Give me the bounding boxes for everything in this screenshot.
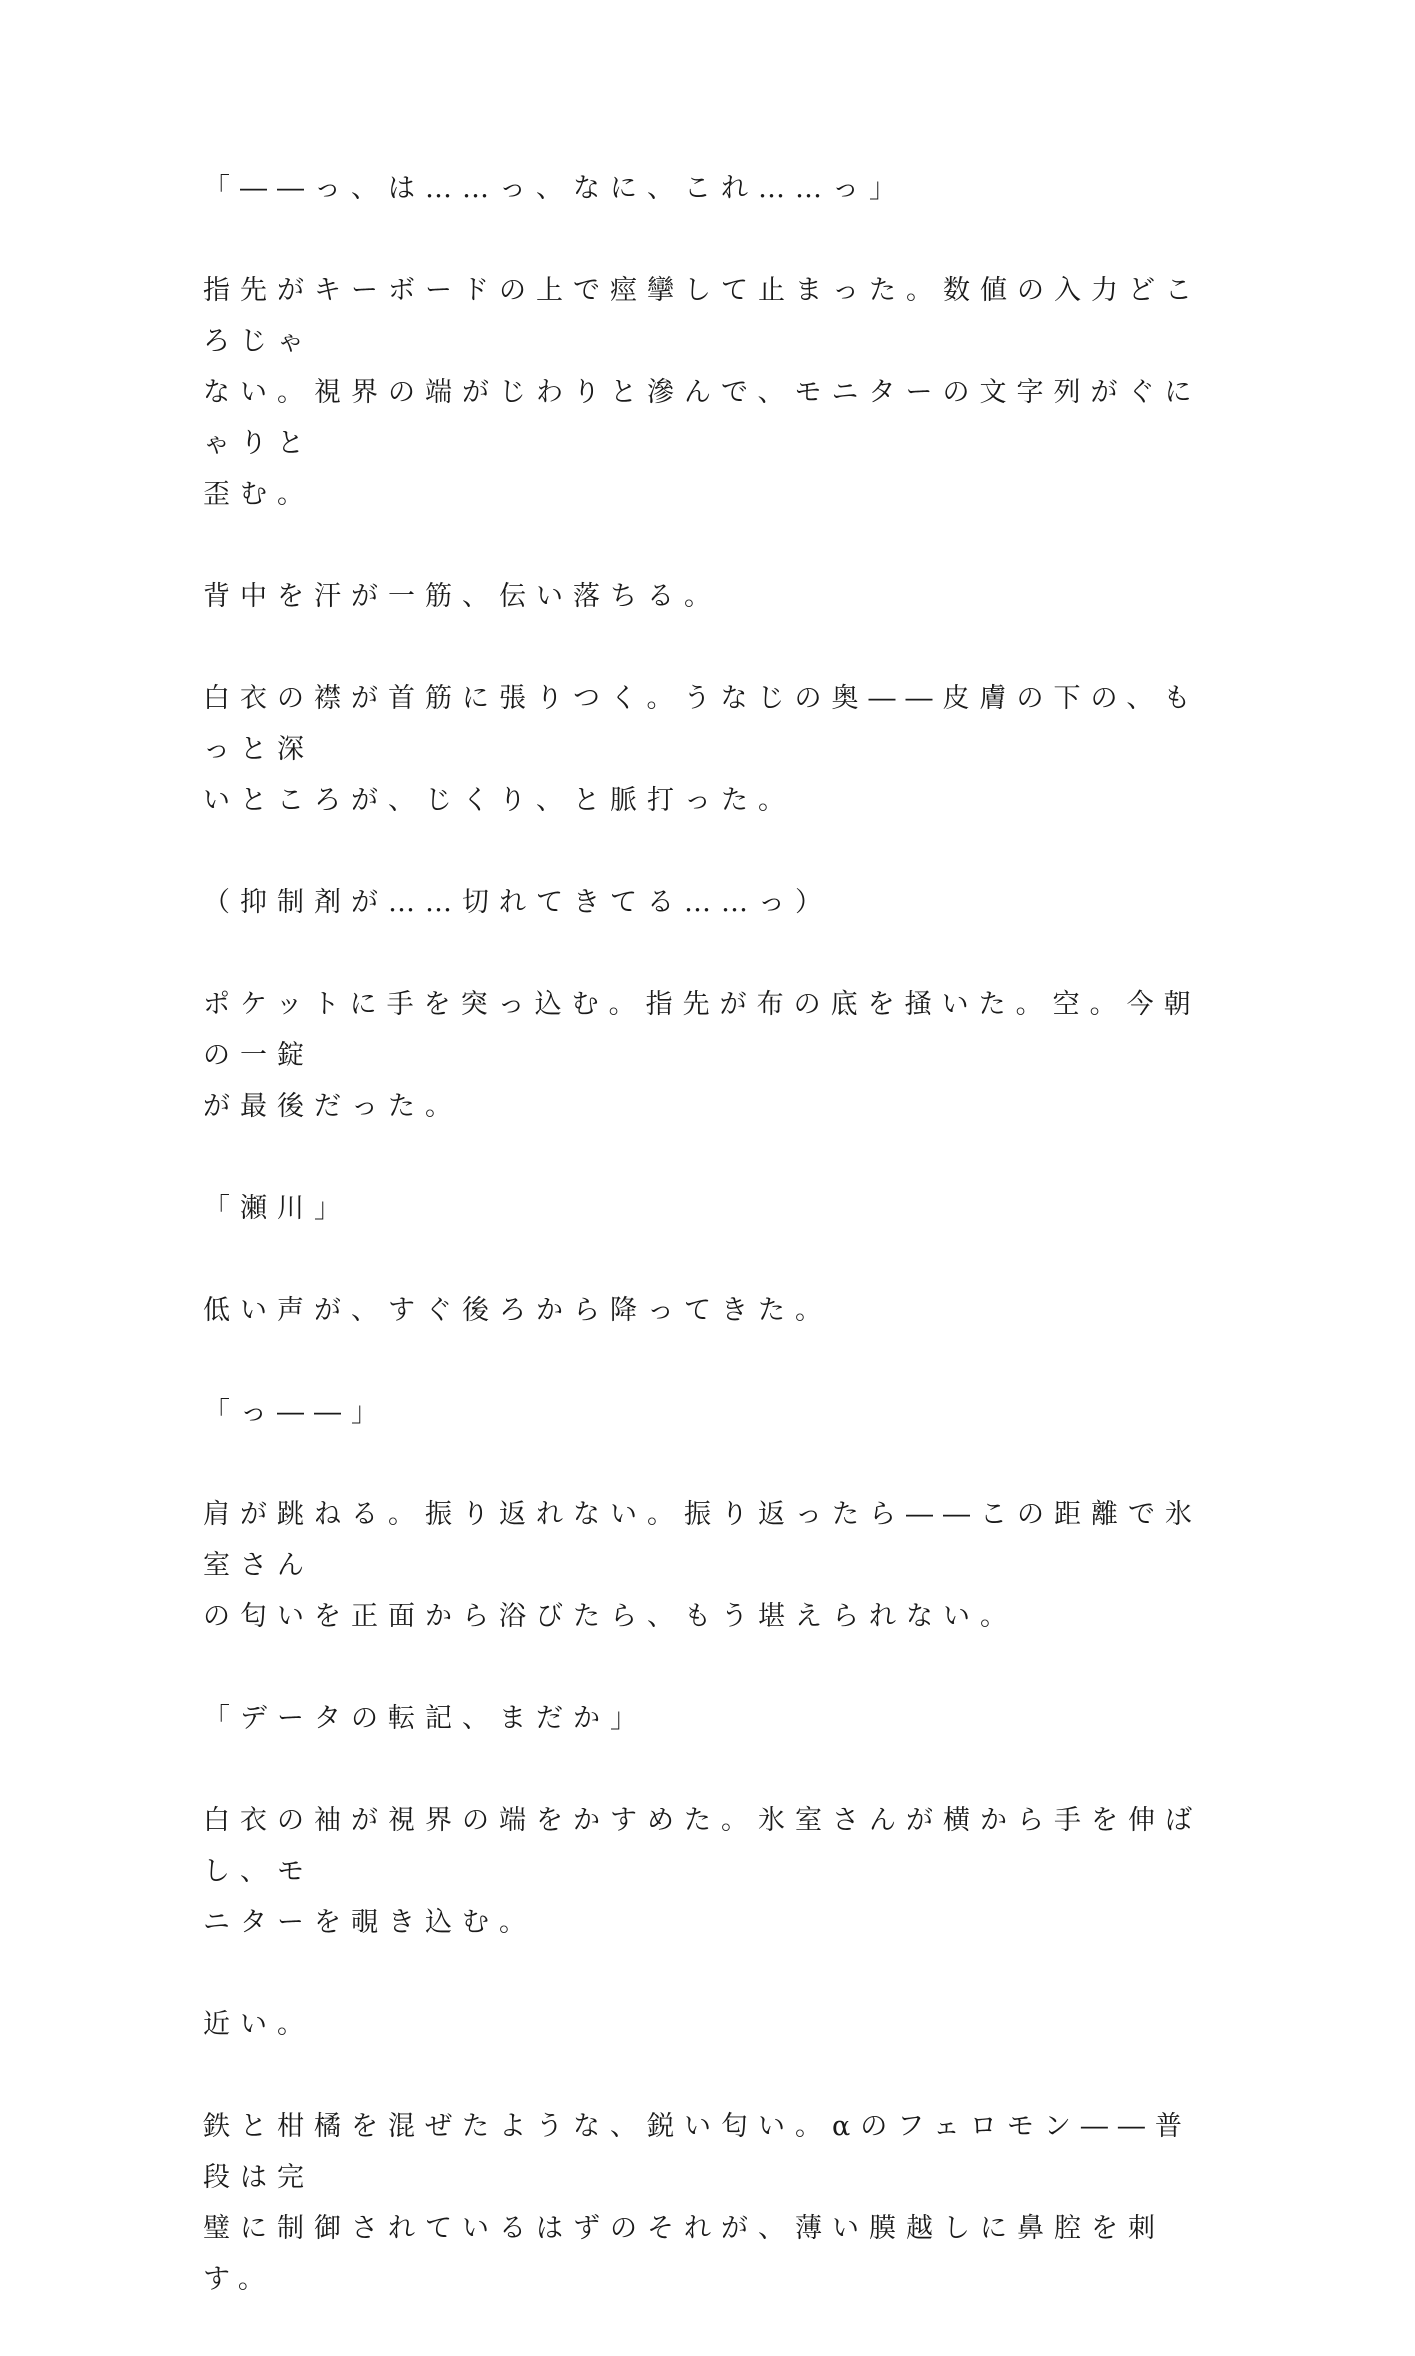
body-text xyxy=(203,163,1213,2356)
paragraph: 肩が跳ねる。振り返れない。振り返ったら――この距離で氷室さん の匂いを正面から浴びたら、もう堪えられない。 xyxy=(203,1499,1202,1632)
paragraph: 「データの転記、まだか」 xyxy=(203,1703,647,1734)
paragraph: 低い声が、すぐ後ろから降ってきた。 xyxy=(203,1295,832,1326)
paragraph: 背中を汗が一筋、伝い落ちる。 xyxy=(203,581,721,612)
paragraph: 白衣の袖が視界の端をかすめた。氷室さんが横から手を伸ばし、モ ニターを覗き込む。 xyxy=(203,1805,1202,1938)
paragraph: 「瀬川」 xyxy=(203,1193,351,1224)
paragraph: 「っ――」 xyxy=(203,1397,388,1428)
paragraph: 指先がキーボードの上で痙攣して止まった。数値の入力どころじゃ ない。視界の端がじわりと滲んで、モニターの文字列がぐにゃりと 歪む。 xyxy=(203,275,1202,510)
paragraph: 近い。 xyxy=(203,2009,314,2040)
paragraph: 鉄と柑橘を混ぜたような、鋭い匂い。αのフェロモン――普段は完 璧に制御されているはずのそれが、薄い膜越しに鼻腔を刺す。 xyxy=(203,2111,1192,2295)
paragraph: 「――っ、は……っ、なに、これ……っ」 xyxy=(203,173,906,204)
paragraph: 白衣の襟が首筋に張りつく。うなじの奥――皮膚の下の、もっと深 いところが、じくり、と脈打った。 xyxy=(203,683,1201,816)
paragraph: （抑制剤が……切れてきてる……っ） xyxy=(203,887,832,918)
paragraph: ポケットに手を突っ込む。指先が布の底を掻いた。空。今朝の一錠 が最後だった。 xyxy=(203,989,1201,1122)
